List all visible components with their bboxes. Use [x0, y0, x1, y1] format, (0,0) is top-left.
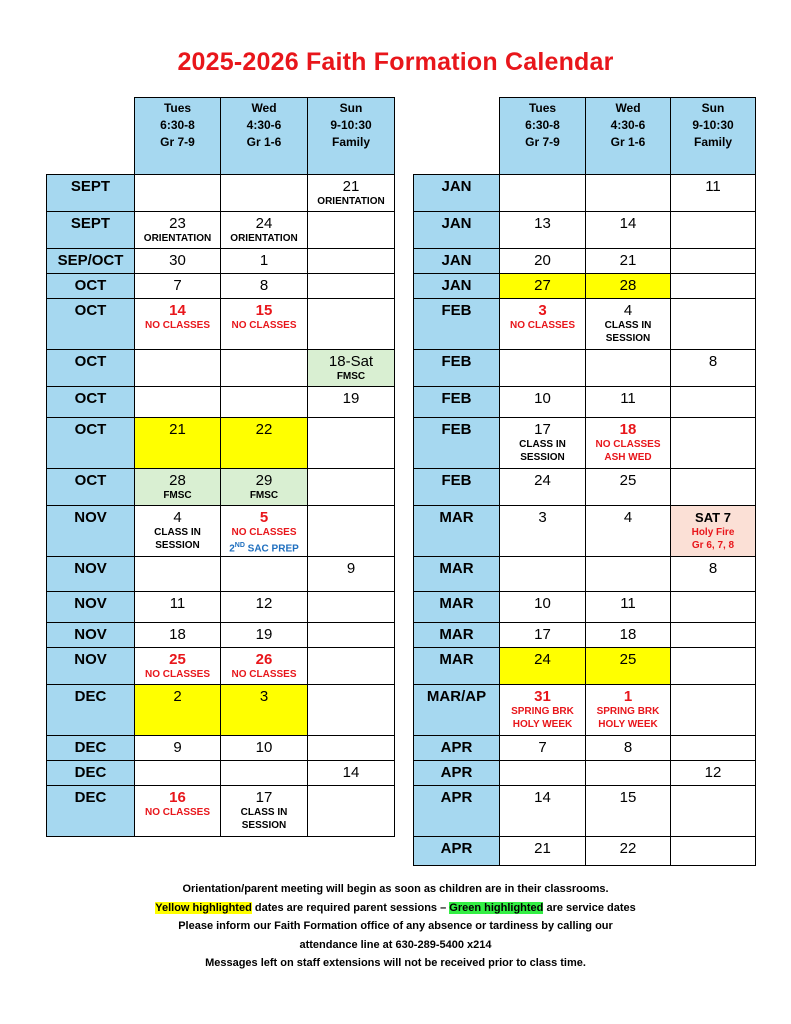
- tue-cell: 23 ORIENTATION: [135, 212, 221, 249]
- sun-cell: 9: [308, 557, 395, 592]
- tue-cell: 10: [500, 387, 586, 418]
- tue-cell: 16 NO CLASSES: [135, 786, 221, 837]
- table-row: [47, 350, 395, 387]
- month-cell: MAR: [414, 592, 500, 623]
- wed-cell: 25: [586, 469, 671, 506]
- table-row: [414, 469, 756, 506]
- month-cell: FEB: [414, 350, 500, 387]
- tue-cell: 18: [135, 623, 221, 648]
- wed-cell-parent-session: 28: [586, 274, 671, 299]
- wed-cell: [586, 175, 671, 212]
- sun-cell: [308, 592, 395, 623]
- table-row: [47, 249, 395, 274]
- wed-cell: 14: [586, 212, 671, 249]
- sun-cell: 14: [308, 761, 395, 786]
- sun-cell: [671, 469, 756, 506]
- footer-line-2: Yellow highlighted dates are required parent sessions – Green highlighted are service dates: [155, 901, 636, 914]
- table-row: [414, 350, 756, 387]
- month-cell: NOV: [47, 648, 135, 685]
- month-cell: APR: [414, 736, 500, 761]
- month-cell: SEPT: [47, 175, 135, 212]
- wed-cell: 17 CLASS IN SESSION: [221, 786, 308, 837]
- tue-cell: [500, 557, 586, 592]
- sun-cell: [308, 506, 395, 557]
- table-row: [47, 736, 395, 761]
- green-highlight-label: Green highlighted: [449, 901, 544, 914]
- month-cell: NOV: [47, 557, 135, 592]
- wed-cell: 11: [586, 387, 671, 418]
- sun-cell: [671, 685, 756, 736]
- month-cell: OCT: [47, 274, 135, 299]
- month-cell: DEC: [47, 736, 135, 761]
- calendar-table-left: [46, 97, 395, 837]
- month-cell: JAN: [414, 274, 500, 299]
- sun-cell: [671, 648, 756, 685]
- tue-cell: 3 NO CLASSES: [500, 299, 586, 350]
- tue-cell-service: 28 FMSC: [135, 469, 221, 506]
- sun-cell: [308, 685, 395, 736]
- sun-cell: [308, 786, 395, 837]
- table-row: [414, 592, 756, 623]
- wed-cell: 4 CLASS IN SESSION: [586, 299, 671, 350]
- table-row: [414, 557, 756, 592]
- wed-cell: 18 NO CLASSES ASH WED: [586, 418, 671, 469]
- month-cell: MAR: [414, 623, 500, 648]
- table-row: [47, 506, 395, 557]
- header-tues: Tues 6:30-8 Gr 7-9: [500, 98, 586, 175]
- wed-cell: [586, 350, 671, 387]
- wed-cell: 22: [586, 837, 671, 866]
- wed-cell: [221, 175, 308, 212]
- month-cell: JAN: [414, 175, 500, 212]
- sun-cell: [308, 623, 395, 648]
- month-cell: FEB: [414, 418, 500, 469]
- sun-cell: [671, 837, 756, 866]
- sun-cell: [308, 418, 395, 469]
- tue-cell: 3: [500, 506, 586, 557]
- sun-cell: [308, 212, 395, 249]
- header-tues: Tues 6:30-8 Gr 7-9: [135, 98, 221, 175]
- table-row: [47, 274, 395, 299]
- sun-cell: [671, 418, 756, 469]
- sun-cell: [308, 736, 395, 761]
- month-cell: OCT: [47, 387, 135, 418]
- table-row: [47, 557, 395, 592]
- wed-cell: [221, 761, 308, 786]
- tue-cell-parent-session: 27: [500, 274, 586, 299]
- table-row: [414, 648, 756, 685]
- tue-cell: [135, 557, 221, 592]
- table-row: [414, 506, 756, 557]
- month-cell: APR: [414, 837, 500, 866]
- tue-cell: 7: [500, 736, 586, 761]
- table-row: [47, 648, 395, 685]
- tue-cell: 9: [135, 736, 221, 761]
- tue-cell: [135, 387, 221, 418]
- table-row: [47, 685, 395, 736]
- month-cell: FEB: [414, 469, 500, 506]
- header-sun: Sun 9-10:30 Family: [308, 98, 395, 175]
- month-cell: OCT: [47, 418, 135, 469]
- sun-cell: 8: [671, 350, 756, 387]
- header-blank: [414, 98, 500, 175]
- month-cell: JAN: [414, 249, 500, 274]
- tue-cell: [135, 350, 221, 387]
- tue-cell-parent-session: 2: [135, 685, 221, 736]
- table-row: [414, 175, 756, 212]
- month-cell: NOV: [47, 623, 135, 648]
- wed-cell: 11: [586, 592, 671, 623]
- table-row: [47, 418, 395, 469]
- table-row: [414, 736, 756, 761]
- tue-cell: [135, 175, 221, 212]
- table-row: [414, 685, 756, 736]
- wed-cell: 19: [221, 623, 308, 648]
- footer-notes: [0, 880, 791, 973]
- month-cell: MAR: [414, 648, 500, 685]
- table-row: [47, 623, 395, 648]
- tue-cell: [500, 761, 586, 786]
- month-cell: OCT: [47, 299, 135, 350]
- tue-cell: 10: [500, 592, 586, 623]
- footer-line-1: Orientation/parent meeting will begin as soon as children are in their classrooms.: [182, 883, 609, 895]
- sun-cell: 8: [671, 557, 756, 592]
- table-row: [47, 761, 395, 786]
- tue-cell: 31 SPRING BRK HOLY WEEK: [500, 685, 586, 736]
- tue-cell: 20: [500, 249, 586, 274]
- month-cell: OCT: [47, 350, 135, 387]
- wed-cell: 26 NO CLASSES: [221, 648, 308, 685]
- tue-cell: 25 NO CLASSES: [135, 648, 221, 685]
- tue-cell: [500, 175, 586, 212]
- sun-cell: 21 ORIENTATION: [308, 175, 395, 212]
- yellow-highlight-label: Yellow highlighted: [155, 901, 252, 914]
- month-cell: FEB: [414, 299, 500, 350]
- tue-cell: [500, 350, 586, 387]
- wed-cell: 15: [586, 786, 671, 837]
- tue-cell: 30: [135, 249, 221, 274]
- footer-line-5: Messages left on staff extensions will not be received prior to class time.: [205, 957, 586, 969]
- wed-cell: 8: [586, 736, 671, 761]
- table-row: [47, 212, 395, 249]
- month-cell: OCT: [47, 469, 135, 506]
- sun-cell: [671, 736, 756, 761]
- footer-line-3: Please inform our Faith Formation office of any absence or tardiness by calling our: [178, 920, 613, 932]
- sun-cell: [308, 469, 395, 506]
- wed-cell: [586, 557, 671, 592]
- tue-cell: 11: [135, 592, 221, 623]
- month-cell: DEC: [47, 786, 135, 837]
- sun-cell: [308, 648, 395, 685]
- tue-cell-parent-session: 21: [135, 418, 221, 469]
- table-row: [414, 249, 756, 274]
- wed-cell: 1: [221, 249, 308, 274]
- wed-cell: 8: [221, 274, 308, 299]
- table-row: [414, 837, 756, 866]
- sun-cell: [671, 249, 756, 274]
- table-row: [47, 387, 395, 418]
- sun-cell: [308, 299, 395, 350]
- table-row: [414, 387, 756, 418]
- table-row: [414, 212, 756, 249]
- sun-cell-event: SAT 7 Holy Fire Gr 6, 7, 8: [671, 506, 756, 557]
- wed-cell: 5 NO CLASSES 2ND SAC PREP: [221, 506, 308, 557]
- sun-cell: 12: [671, 761, 756, 786]
- tue-cell-parent-session: 24: [500, 648, 586, 685]
- month-cell: DEC: [47, 761, 135, 786]
- month-cell: APR: [414, 786, 500, 837]
- wed-cell-parent-session: 3: [221, 685, 308, 736]
- tue-cell: [135, 761, 221, 786]
- wed-cell-parent-session: 22: [221, 418, 308, 469]
- tue-cell: 17: [500, 623, 586, 648]
- wed-cell: 1 SPRING BRK HOLY WEEK: [586, 685, 671, 736]
- table-row: [47, 175, 395, 212]
- month-cell: SEPT: [47, 212, 135, 249]
- month-cell: DEC: [47, 685, 135, 736]
- sun-cell: [671, 299, 756, 350]
- sun-cell: [671, 592, 756, 623]
- header-wed: Wed 4:30-6 Gr 1-6: [221, 98, 308, 175]
- header-sun: Sun 9-10:30 Family: [671, 98, 756, 175]
- footer-line-4: attendance line at 630-289-5400 x214: [299, 938, 492, 951]
- header-blank: [47, 98, 135, 175]
- wed-cell: 10: [221, 736, 308, 761]
- sun-cell: [671, 387, 756, 418]
- table-row: [414, 274, 756, 299]
- sun-cell: [308, 249, 395, 274]
- table-row: [47, 469, 395, 506]
- table-row: [47, 299, 395, 350]
- table-row: [414, 418, 756, 469]
- month-cell: FEB: [414, 387, 500, 418]
- tue-cell: 4 CLASS IN SESSION: [135, 506, 221, 557]
- wed-cell: 21: [586, 249, 671, 274]
- sun-cell: [308, 274, 395, 299]
- wed-cell: 4: [586, 506, 671, 557]
- page-title: 2025-2026 Faith Formation Calendar: [177, 48, 614, 76]
- sun-cell: [671, 274, 756, 299]
- table-row: [414, 786, 756, 837]
- calendar-table-right: [413, 97, 756, 866]
- tue-cell: 7: [135, 274, 221, 299]
- tue-cell: 24: [500, 469, 586, 506]
- header-wed: Wed 4:30-6 Gr 1-6: [586, 98, 671, 175]
- table-row: [47, 786, 395, 837]
- sun-cell-service: 18-Sat FMSC: [308, 350, 395, 387]
- wed-cell: 12: [221, 592, 308, 623]
- tue-cell: 21: [500, 837, 586, 866]
- month-cell: NOV: [47, 592, 135, 623]
- month-cell: JAN: [414, 212, 500, 249]
- month-cell: MAR: [414, 557, 500, 592]
- month-cell: NOV: [47, 506, 135, 557]
- wed-cell-service: 29 FMSC: [221, 469, 308, 506]
- month-cell: MAR/AP: [414, 685, 500, 736]
- wed-cell: 18: [586, 623, 671, 648]
- month-cell: MAR: [414, 506, 500, 557]
- wed-cell: 15 NO CLASSES: [221, 299, 308, 350]
- tue-cell: 13: [500, 212, 586, 249]
- sun-cell: 11: [671, 175, 756, 212]
- wed-cell-parent-session: 25: [586, 648, 671, 685]
- month-cell: APR: [414, 761, 500, 786]
- tue-cell: 14: [500, 786, 586, 837]
- wed-cell: [586, 761, 671, 786]
- table-row: [414, 299, 756, 350]
- tue-cell: 14 NO CLASSES: [135, 299, 221, 350]
- month-cell: SEP/OCT: [47, 249, 135, 274]
- sun-cell: 19: [308, 387, 395, 418]
- sun-cell: [671, 623, 756, 648]
- wed-cell: 24 ORIENTATION: [221, 212, 308, 249]
- table-row: [47, 592, 395, 623]
- table-row: [414, 761, 756, 786]
- sun-cell: [671, 212, 756, 249]
- wed-cell: [221, 350, 308, 387]
- table-row: [414, 623, 756, 648]
- sun-cell: [671, 786, 756, 837]
- wed-cell: [221, 387, 308, 418]
- tue-cell: 17 CLASS IN SESSION: [500, 418, 586, 469]
- wed-cell: [221, 557, 308, 592]
